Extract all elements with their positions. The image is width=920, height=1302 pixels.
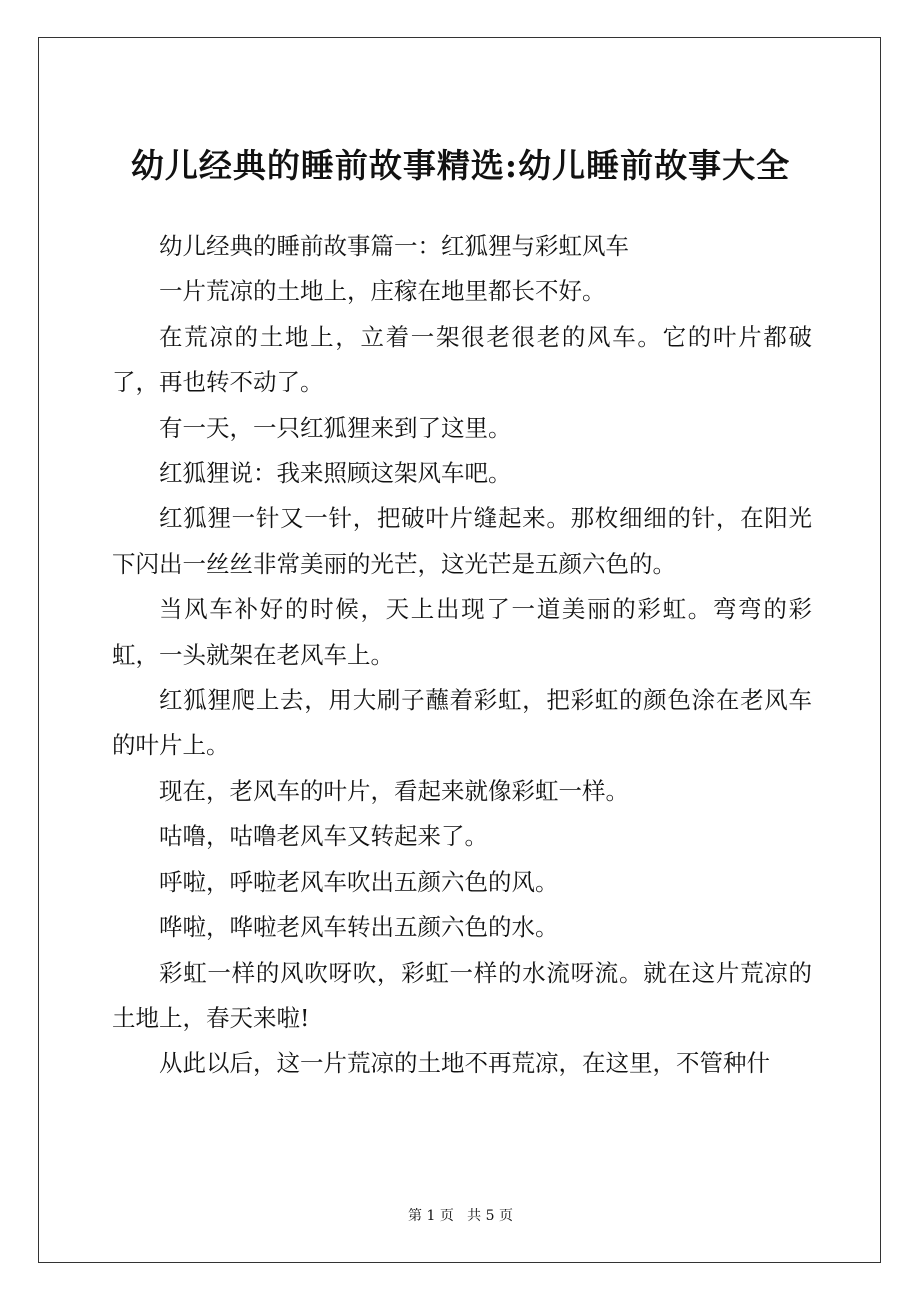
- paragraph: 红狐狸爬上去，用大刷子蘸着彩虹，把彩虹的颜色涂在老风车的叶片上。: [112, 686, 812, 760]
- paragraph: 当风车补好的时候，天上出现了一道美丽的彩虹。弯弯的彩虹，一头就架在老风车上。: [112, 595, 812, 669]
- paragraph: 咕噜，咕噜老风车又转起来了。: [159, 822, 488, 851]
- document-title: 幼儿经典的睡前故事精选:幼儿睡前故事大全: [130, 146, 791, 185]
- paragraph: 幼儿经典的睡前故事篇一：红狐狸与彩虹风车: [159, 232, 629, 260]
- paragraph: 呼啦，呼啦老风车吹出五颜六色的风。: [159, 867, 559, 896]
- page-footer: 第 1 页 共 5 页: [408, 1208, 513, 1224]
- paragraph: 一片荒凉的土地上，庄稼在地里都长不好。: [159, 277, 606, 306]
- paragraph: 彩虹一样的风吹呀吹，彩虹一样的水流呀流。就在这片荒凉的土地上，春天来啦!: [112, 958, 812, 1032]
- paragraph: 现在，老风车的叶片，看起来就像彩虹一样。: [159, 776, 629, 805]
- paragraph: 从此以后，这一片荒凉的土地不再荒凉，在这里，不管种什: [159, 1049, 770, 1078]
- document-body: [112, 224, 812, 1087]
- paragraph: 在荒凉的土地上，立着一架很老很老的风车。它的叶片都破了，再也转不动了。: [112, 322, 812, 397]
- paragraph: 红狐狸说：我来照顾这架风车吧。: [159, 459, 512, 488]
- paragraph: 哗啦，哗啦老风车转出五颜六色的水。: [159, 913, 559, 942]
- paragraph: 有一天，一只红狐狸来到了这里。: [159, 413, 512, 442]
- paragraph: 红狐狸一针又一针，把破叶片缝起来。那枚细细的针，在阳光下闪出一丝丝非常美丽的光芒，这光芒是五颜六色的。: [112, 504, 812, 578]
